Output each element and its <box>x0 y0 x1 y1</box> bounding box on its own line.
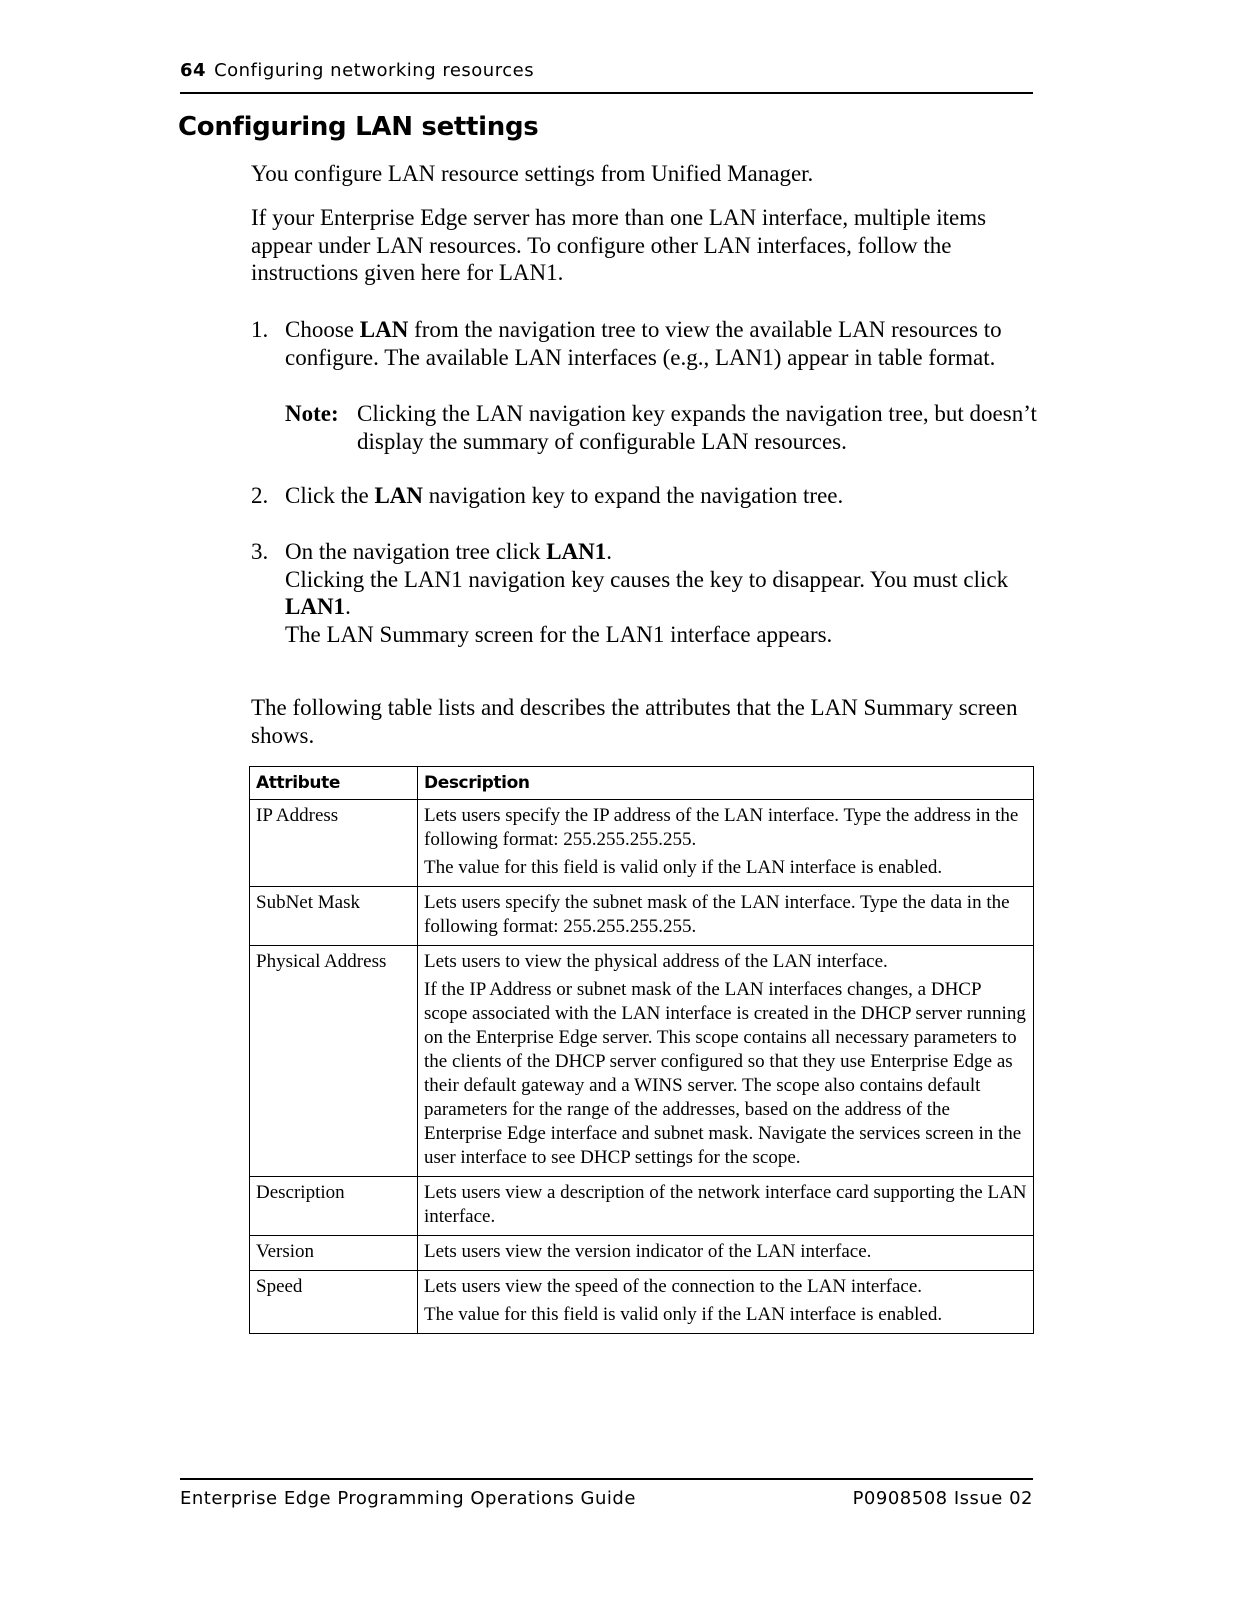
description-cell: Lets users to view the physical address of the LAN interface. If the IP Address or subnet mask of the LAN interfaces changes, a DHCP scope associated with the LAN interface is created in the DHCP server running on the Enterprise Edge server. This scope contains all necessary parameters to the clients of the DHCP server configured so that they use Enterprise Edge as their default gateway and a WINS server. The scope also contains default parameters for the range of the addresses, based on the address of the Enterprise Edge interface and subnet mask. Navigate the services screen in the user interface to see DHCP settings for the scope. <box>418 946 1034 1177</box>
table-row <box>250 887 1034 946</box>
intro-paragraph: You configure LAN resource settings from Unified Manager. <box>251 161 814 186</box>
intro-paragraph: If your Enterprise Edge server has more than one LAN interface, multiple items appear under LAN resources. To configure other LAN interfaces, follow the instructions given here for LAN1. <box>251 205 987 285</box>
attribute-cell: Physical Address <box>250 946 418 1177</box>
table-row <box>250 1177 1034 1236</box>
attribute-cell: Description <box>250 1177 418 1236</box>
page-number: 64 <box>180 60 207 81</box>
table-row <box>250 946 1034 1177</box>
section-title: Configuring LAN settings <box>178 112 539 142</box>
column-header: Description <box>418 767 1034 800</box>
attributes-table <box>249 766 1034 1334</box>
attribute-cell: SubNet Mask <box>250 887 418 946</box>
ui-term: LAN <box>359 317 409 342</box>
ui-term: LAN <box>374 483 423 508</box>
table-row <box>250 800 1034 887</box>
note-label: Note: <box>285 401 339 426</box>
description-cell: Lets users specify the subnet mask of the LAN interface. Type the data in the following format: 255.255.255.255. <box>418 887 1034 946</box>
table-header-row <box>250 767 1034 800</box>
description-cell: Lets users specify the IP address of the LAN interface. Type the address in the following format: 255.255.255.255. The value for this field is valid only if the LAN interface is enabled. <box>418 800 1034 887</box>
ui-term: LAN1 <box>546 539 607 564</box>
step-text: Click the LAN navigation key to expand the navigation tree. <box>285 483 844 508</box>
column-header: Attribute <box>250 767 418 800</box>
attribute-cell: Version <box>250 1236 418 1271</box>
description-cell: Lets users view the version indicator of the LAN interface. <box>418 1236 1034 1271</box>
description-cell: Lets users view a description of the network interface card supporting the LAN interface. <box>418 1177 1034 1236</box>
ui-term: LAN1 <box>285 594 346 619</box>
page-header <box>180 60 1033 94</box>
attribute-cell: IP Address <box>250 800 418 887</box>
table-intro: The following table lists and describes the attributes that the LAN Summary screen shows. <box>251 695 1018 748</box>
table-row <box>250 1236 1034 1271</box>
step-text: Choose LAN from the navigation tree to view the available LAN resources to configure. The available LAN interfaces (e.g., LAN1) appear in table format. <box>285 317 1002 370</box>
chapter-title: Configuring networking resources <box>214 60 535 81</box>
footer-doc-number: P0908508 Issue 02 <box>852 1488 1033 1509</box>
footer-guide-title: Enterprise Edge Programming Operations Guide <box>180 1488 636 1509</box>
page-footer <box>180 1478 1033 1509</box>
table-row <box>250 1271 1034 1334</box>
attribute-cell: Speed <box>250 1271 418 1334</box>
description-cell: Lets users view the speed of the connection to the LAN interface. The value for this field is valid only if the LAN interface is enabled. <box>418 1271 1034 1334</box>
step-number: 2. <box>251 483 269 508</box>
step-number: 3. <box>251 539 269 564</box>
step-number: 1. <box>251 317 269 342</box>
note-text: Clicking the LAN navigation key expands the navigation tree, but doesn’t display the summary of configurable LAN resources. <box>357 401 1037 454</box>
step-text: On the navigation tree click LAN1. Clicking the LAN1 navigation key causes the key to disappear. You must click LAN1. The LAN Summary screen for the LAN1 interface appears. <box>285 539 1009 647</box>
